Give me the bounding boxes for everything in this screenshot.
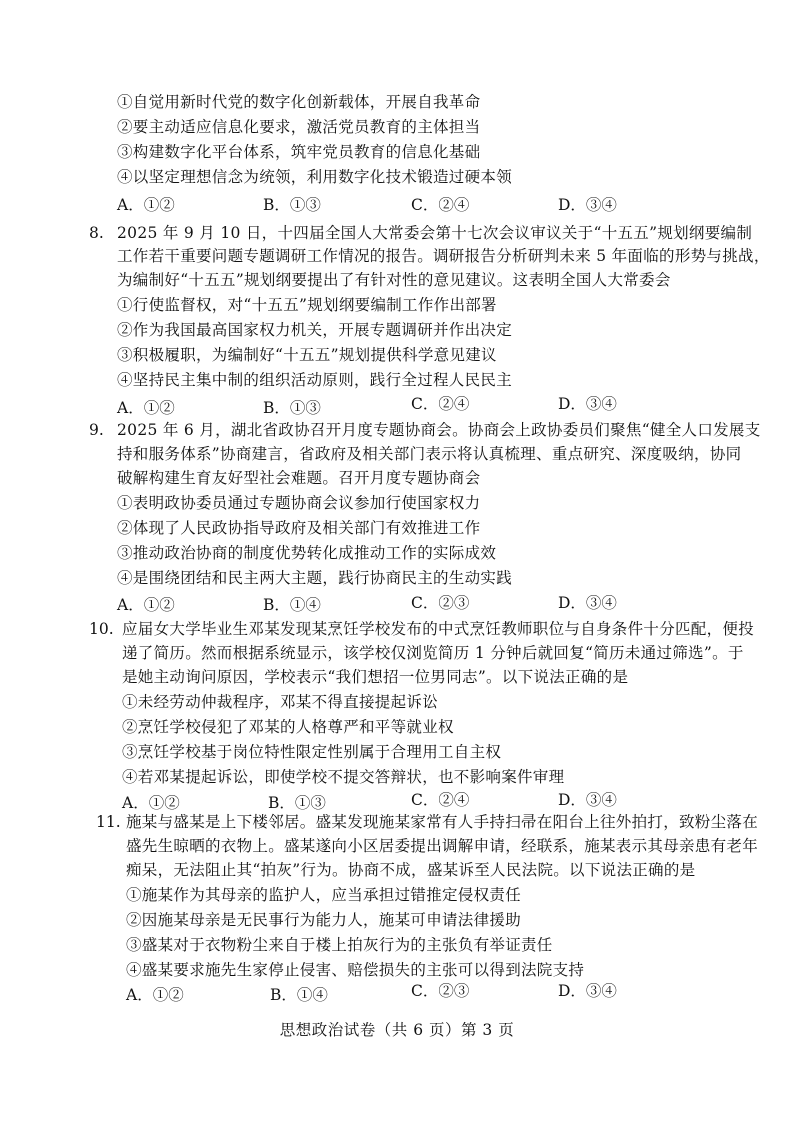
q9-option-c: C．②③ bbox=[411, 594, 470, 612]
q8-option-b: B．①③ bbox=[263, 399, 321, 417]
q10-option-c: C．②④ bbox=[411, 791, 470, 809]
q10-statement-1: ①未经劳动仲裁程序，邓某不得直接提起诉讼 bbox=[122, 693, 439, 711]
q10-stem-1: 应届女大学毕业生邓某发现某烹饪学校发布的中式烹饪教师职位与自身条件十分匹配，便投 bbox=[122, 620, 755, 638]
q10-statement-2: ②烹饪学校侵犯了邓某的人格尊严和平等就业权 bbox=[122, 718, 454, 736]
q10-option-d: D．③④ bbox=[558, 791, 617, 809]
q8-option-c: C．②④ bbox=[411, 395, 470, 413]
q11-stem-2: 盛先生晾晒的衣物上。盛某遂向小区居委提出调解申请，经联系，施某表示其母亲患有老年 bbox=[126, 837, 759, 855]
q9-statement-4: ④是围绕团结和民主两大主题，践行协商民主的生动实践 bbox=[117, 569, 513, 587]
q11-statement-2: ②因施某母亲是无民事行为能力人，施某可申请法律援助 bbox=[126, 911, 522, 929]
q8-stem-2: 工作若干重要问题专题调研工作情况的报告。调研报告分析研判未来 5 年面临的形势与挑战， bbox=[117, 247, 770, 265]
q9-option-a: A．①② bbox=[117, 596, 175, 614]
q8-option-a: A．①② bbox=[117, 399, 175, 417]
q8-option-d: D．③④ bbox=[558, 395, 617, 413]
q9-statement-2: ②体现了人民政协指导政府及相关部门有效推进工作 bbox=[117, 519, 481, 537]
q11-option-c: C．②③ bbox=[411, 982, 470, 1000]
q7-statement-1: ①自觉用新时代党的数字化创新载体，开展自我革命 bbox=[117, 93, 481, 111]
q11-number: 11. bbox=[96, 813, 121, 831]
q7-option-d: D．③④ bbox=[558, 196, 617, 214]
q11-option-b: B．①④ bbox=[270, 986, 328, 1004]
q7-option-b: B．①③ bbox=[263, 196, 321, 214]
q11-stem-3: 痴呆，无法阻止其“拍灰”行为。协商不成，盛某诉至人民法院。以下说法正确的是 bbox=[126, 861, 696, 879]
q9-statement-3: ③推动政治协商的制度优势转化成推动工作的实际成效 bbox=[117, 544, 497, 562]
q8-statement-2: ②作为我国最高国家权力机关，开展专题调研并作出决定 bbox=[117, 321, 513, 339]
q7-statement-2: ②要主动适应信息化要求，激活党员教育的主体担当 bbox=[117, 118, 481, 136]
q11-option-d: D．③④ bbox=[558, 982, 617, 1000]
q7-statement-3: ③构建数字化平台体系，筑牢党员教育的信息化基础 bbox=[117, 143, 481, 161]
q8-stem-3: 为编制好“十五五”规划纲要提出了有针对性的意见建议。这表明全国人大常委会 bbox=[117, 271, 671, 289]
q8-statement-3: ③积极履职，为编制好“十五五”规划提供科学意见建议 bbox=[117, 346, 497, 364]
q8-statement-4: ④坚持民主集中制的组织活动原则，践行全过程人民民主 bbox=[117, 371, 513, 389]
q11-statement-3: ③盛某对于衣物粉尘来自于楼上拍灰行为的主张负有举证责任 bbox=[126, 936, 553, 954]
q9-stem-1: 2025 年 6 月，湖北省政协召开月度专题协商会。协商会上政协委员们聚焦“健全人口发展支 bbox=[117, 421, 761, 439]
q10-option-b: B．①③ bbox=[268, 794, 326, 812]
q10-statement-4: ④若邓某提起诉讼，即使学校不提交答辩状，也不影响案件审理 bbox=[122, 768, 565, 786]
q7-option-c: C．②④ bbox=[411, 196, 470, 214]
q10-number: 10. bbox=[89, 620, 114, 638]
q9-statement-1: ①表明政协委员通过专题协商会议参加行使国家权力 bbox=[117, 494, 481, 512]
q8-number: 8. bbox=[89, 224, 104, 242]
q11-statement-4: ④盛某要求施先生家停止侵害、赔偿损失的主张可以得到法院支持 bbox=[126, 961, 585, 979]
q10-stem-3: 是她主动询问原因，学校表示“我们想招一位男同志”。以下说法正确的是 bbox=[122, 668, 629, 686]
q7-option-a: A．①② bbox=[117, 196, 175, 214]
q9-option-b: B．①④ bbox=[263, 596, 321, 614]
q8-statement-1: ①行使监督权，对“十五五”规划纲要编制工作作出部署 bbox=[117, 296, 497, 314]
q9-stem-2: 持和服务体系”协商建言，省政府及相关部门表示将认真梳理、重点研究、深度吸纳，协同 bbox=[117, 445, 742, 463]
q11-option-a: A．①② bbox=[126, 986, 184, 1004]
q10-option-a: A．①② bbox=[122, 794, 180, 812]
q9-stem-3: 破解构建生育友好型社会难题。召开月度专题协商会 bbox=[117, 469, 481, 487]
q10-statement-3: ③烹饪学校基于岗位特性限定性别属于合理用工自主权 bbox=[122, 743, 502, 761]
q8-stem-1: 2025 年 9 月 10 日，十四届全国人大常委会第十七次会议审议关于“十五五”规划纲要编制 bbox=[117, 224, 753, 242]
q9-number: 9. bbox=[89, 421, 104, 439]
page-footer: 思想政治试卷（共 6 页）第 3 页 bbox=[279, 1021, 515, 1039]
q9-option-d: D．③④ bbox=[558, 594, 617, 612]
q7-statement-4: ④以坚定理想信念为统领，利用数字化技术锻造过硬本领 bbox=[117, 168, 513, 186]
q11-statement-1: ①施某作为其母亲的监护人，应当承担过错推定侵权责任 bbox=[126, 886, 522, 904]
q11-stem-1: 施某与盛某是上下楼邻居。盛某发现施某家常有人手持扫帚在阳台上往外拍打，致粉尘落在 bbox=[126, 813, 759, 831]
q10-stem-2: 递了简历。然而根据系统显示，该学校仅浏览简历 1 分钟后就回复“简历未通过筛选”。于 bbox=[122, 644, 744, 662]
